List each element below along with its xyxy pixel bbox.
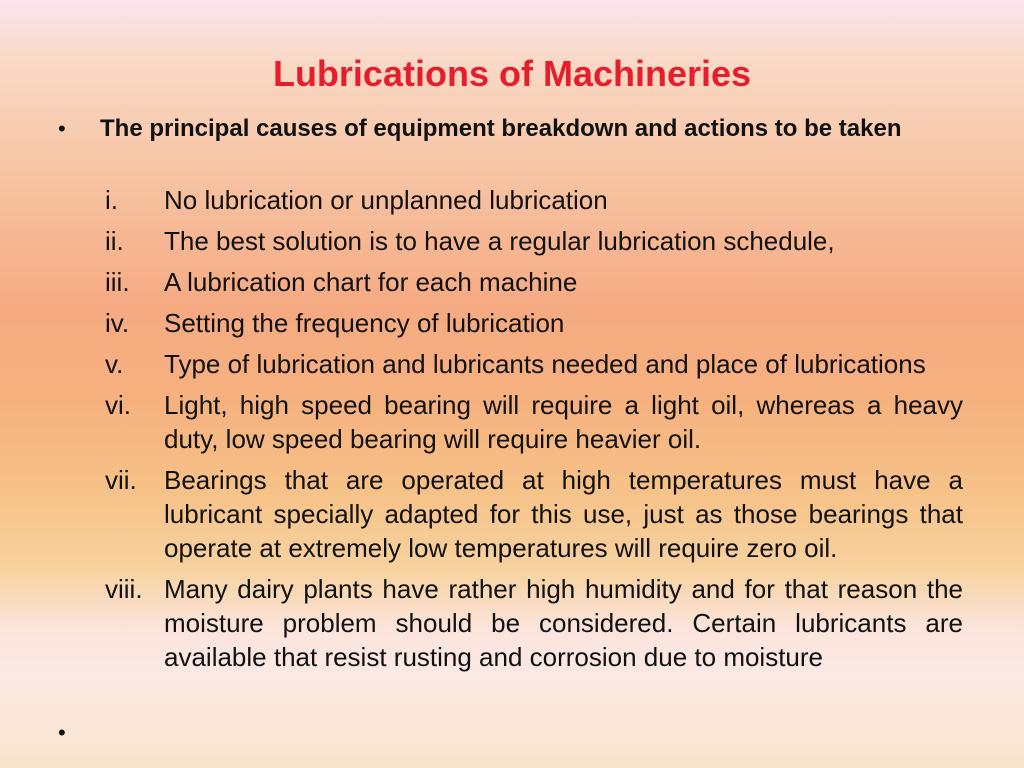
list-item [105,347,963,381]
list-item-number: vi. [105,390,131,420]
list-item [105,306,963,340]
list-item-number: i. [105,185,118,215]
list-item [105,183,963,217]
numbered-list [105,183,963,681]
list-item-text: Type of lubrication and lubricants needed and place of lubrications [164,349,926,379]
list-item [105,572,963,674]
slide-title: Lubrications of Machineries [272,53,752,94]
list-item-number: v. [105,349,124,379]
list-item-text: A lubrication chart for each machine [164,267,578,297]
list-item [105,463,963,565]
list-item-number: iii. [105,267,130,297]
empty-bullet-icon: • [58,720,66,745]
list-item [105,224,963,258]
list-item-number: iv. [105,308,130,338]
list-item-text: Light, high speed bearing will require a light oil, whereas a heavy duty, low speed bearing will require heavier oil. [164,390,963,454]
list-item-text: Setting the frequency of lubrication [164,308,565,338]
list-item-text: Many dairy plants have rather high humidity and for that reason the moisture problem should be considered. Certain lubricants are available that resist rusting and corrosion due to moisture [164,574,963,672]
list-item [105,388,963,456]
list-item [105,265,963,299]
bullet-icon: • [58,116,66,141]
bullet-heading: The principal causes of equipment breakdown and actions to be taken [100,115,902,142]
list-item-text: No lubrication or unplanned lubrication [164,185,608,215]
list-item-number: ii. [105,226,124,256]
list-item-number: viii. [105,574,143,604]
list-item-text: The best solution is to have a regular lubrication schedule, [164,226,835,256]
list-item-text: Bearings that are operated at high temperatures must have a lubricant specially adapted for this use, just as those bearings that operate at extremely low temperatures will require zero oil. [164,465,963,563]
list-item-number: vii. [105,465,137,495]
